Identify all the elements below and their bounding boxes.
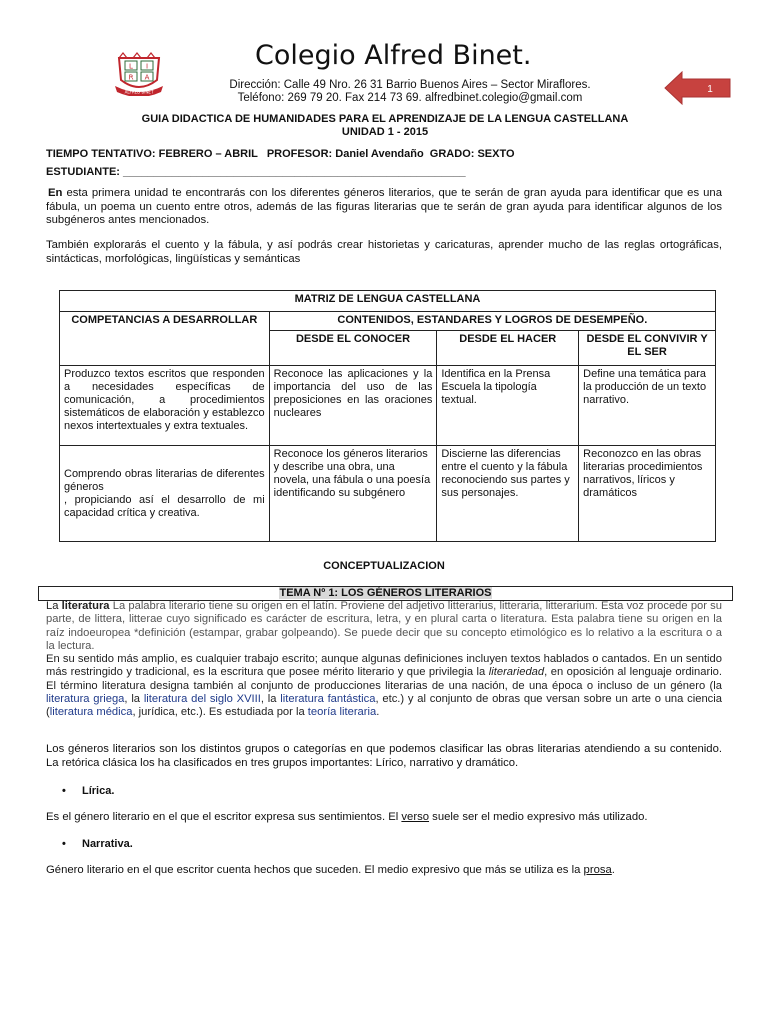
bullet-dot: • xyxy=(62,838,66,850)
text-run: , la xyxy=(260,693,281,706)
header-hacer: DESDE EL HACER xyxy=(437,331,579,366)
student-label: ESTUDIANTE: xyxy=(46,166,120,178)
address-line: Dirección: Calle 49 Nro. 26 31 Barrio Buenos Aires – Sector Miraflores. xyxy=(229,79,591,91)
intro-paragraph-1 xyxy=(46,187,722,228)
text-run: , en oposición al lenguaje ordinario. El término literatura designa también al conjunto de producciones literarias de una nación, de una época o incluso de un género (la xyxy=(46,666,723,692)
literariedad-term: literariedad xyxy=(488,666,545,679)
logo-caption: ALFRED BINET xyxy=(124,89,154,95)
narrativa-paragraph xyxy=(46,864,722,878)
competencia-part-a: Comprendo obras literarias de diferentes géneros xyxy=(64,467,265,493)
header-competencias: COMPETANCIAS A DESARROLLAR xyxy=(60,312,270,366)
bullet-dot: • xyxy=(62,785,66,797)
competencia-part-b: , propiciando así el desarrollo de mi capacidad crítica y creativa. xyxy=(64,493,265,519)
text-run: , la xyxy=(124,693,144,706)
matrix-title: MATRIZ DE LENGUA CASTELLANA xyxy=(60,291,716,312)
logo-letter: A xyxy=(144,73,150,82)
link-literatura-griega[interactable]: literatura griega xyxy=(46,693,125,706)
text-run: . xyxy=(376,706,380,719)
matrix-cell-competencia: Produzco textos escritos que responden a necesidades específicas de comunicación, a procedimientos sistemáticos de elaboración y establezco nexos intertextuales y extra textuales. xyxy=(60,366,270,446)
text-run: En su sentido más amplio, es cualquier trabajo escrito; aunque algunas definiciones incluyen textos hablados o cantados. En un sentido más restringido y tradicional, es la escritura que posee mérito literario y que privilegia la xyxy=(46,653,722,679)
phone-line: Teléfono: 269 79 20. Fax 214 73 69. alfredbinet.colegio@gmail.com xyxy=(237,92,583,104)
text-run: La xyxy=(46,600,62,612)
literatura-paragraph xyxy=(46,600,722,720)
meta-line: TIEMPO TENTATIVO: FEBRERO – ABRIL PROFESOR: Daniel Avendaño GRADO: SEXTO xyxy=(46,148,515,160)
header-ser: DESDE EL CONVIVIR Y EL SER xyxy=(579,331,716,366)
link-teoria-literaria[interactable]: teoría literaria xyxy=(307,706,377,719)
matrix-cell-ser: Reconozco en las obras literarias procedimientos narrativos, líricos y dramáticos xyxy=(579,446,716,542)
logo-letter: R xyxy=(128,73,134,82)
logo-letter: L xyxy=(129,62,133,71)
text-run: La palabra literario tiene su origen en el latín. Proviene del adjetivo litterarius, litteraria, litterarium. Esta voz procede por su parte, de littera, litterae cuyo significado es carácter de escritura, letra, y en plural carta o literatura. Esta palabra tiene su origen en la raíz indoeuropea *definición (estampar, grabar golpeando). Se puede decir que su concepto etimológico es lo relativo a la escritura o a la lectura. xyxy=(46,600,722,652)
header-conocer: DESDE EL CONOCER xyxy=(269,331,437,366)
link-literatura-fantastica[interactable]: literatura fantástica xyxy=(280,693,376,706)
link-literatura-medica[interactable]: literatura médica xyxy=(49,706,133,719)
bullet-label: Lírica. xyxy=(82,785,115,797)
matrix-cell-competencia xyxy=(60,446,270,542)
page-number: 1 xyxy=(707,84,713,95)
text-run: suele ser el medio expresivo más utilizado. xyxy=(429,811,648,823)
bullet-narrativa xyxy=(62,838,133,850)
title-unit: UNIDAD 1 - 2015 xyxy=(341,126,429,138)
text-run: Es el género literario en el que el escritor expresa sus sentimientos. El xyxy=(46,811,402,823)
intro-lead: En xyxy=(48,187,63,199)
lirica-paragraph xyxy=(46,811,722,825)
intro-paragraph-2: También explorarás el cuento y la fábula, y así podrás crear historietas y caricaturas, aprender mucho de las reglas ortográficas, sintácticas, morfológicas, lingüísticas y semánticas xyxy=(46,239,722,265)
school-name: Colegio Alfred Binet. xyxy=(255,40,532,71)
literatura-term: literatura xyxy=(61,600,110,612)
link-literatura-siglo-xviii[interactable]: literatura del siglo XVIII xyxy=(143,693,261,706)
title-line: GUIA DIDACTICA DE HUMANIDADES PARA EL APRENDIZAJE DE LA LENGUA CASTELLANA xyxy=(141,113,629,125)
intro-text: esta primera unidad te encontrarás con los diferentes géneros literarios, que te serán de gran ayuda para identificar que es una fábula, un poema un cuento entre otros, además de las figuras literarias que te serán de gran ayuda para identificar algunos de los subgéneros antes mencionados. xyxy=(46,187,722,226)
link-prosa[interactable]: prosa xyxy=(583,864,612,876)
bullet-lirica xyxy=(62,785,114,797)
text-run: , jurídica, etc.). Es estudiada por la xyxy=(132,706,308,719)
section-heading: CONCEPTUALIZACION xyxy=(323,560,445,572)
document-title xyxy=(60,113,710,139)
school-address xyxy=(160,79,660,105)
matrix-cell-conocer: Reconoce las aplicaciones y la importancia del uso de las preposiciones en las oraciones nucleares xyxy=(269,366,437,446)
text-run: , etc.) y al conjunto de obras que versan sobre un arte o una ciencia ( xyxy=(46,693,722,719)
link-verso[interactable]: verso xyxy=(401,811,430,823)
text-run: . xyxy=(611,864,615,876)
topic-title: TEMA Nº 1: LOS GÉNEROS LITERARIOS xyxy=(279,587,492,599)
logo-letter: I xyxy=(145,62,149,71)
matrix-cell-hacer: Identifica en la Prensa Escuela la tipología textual. xyxy=(437,366,579,446)
matrix-cell-conocer: Reconoce los géneros literarios y describe una obra, una novela, una fábula o una poesía identificando su subgénero xyxy=(269,446,437,542)
generos-paragraph: Los géneros literarios son los distintos grupos o categorías en que podemos clasificar las obras literarias atendiendo a su contenido. La retórica clásica los ha clasificados en tres grupos importantes: Lírico, narrativo y dramático. xyxy=(46,743,722,769)
text-run: Género literario en el que escritor cuenta hechos que suceden. El medio expresivo que más se utiliza es la xyxy=(46,864,584,876)
topic-banner xyxy=(38,586,733,601)
bullet-label: Narrativa. xyxy=(82,838,133,850)
matrix-cell-ser: Define una temática para la producción de un texto narrativo. xyxy=(579,366,716,446)
school-logo xyxy=(113,50,165,96)
header-contenidos: CONTENIDOS, ESTANDARES Y LOGROS DE DESEMPEÑO. xyxy=(269,312,715,331)
student-blank: ________________________________________________________ xyxy=(123,166,466,178)
competency-matrix xyxy=(59,290,716,542)
matrix-cell-hacer: Discierne las diferencias entre el cuento y la fábula reconociendo sus partes y sus personajes. xyxy=(437,446,579,542)
page-number-arrow xyxy=(664,71,731,105)
student-line xyxy=(46,166,466,178)
